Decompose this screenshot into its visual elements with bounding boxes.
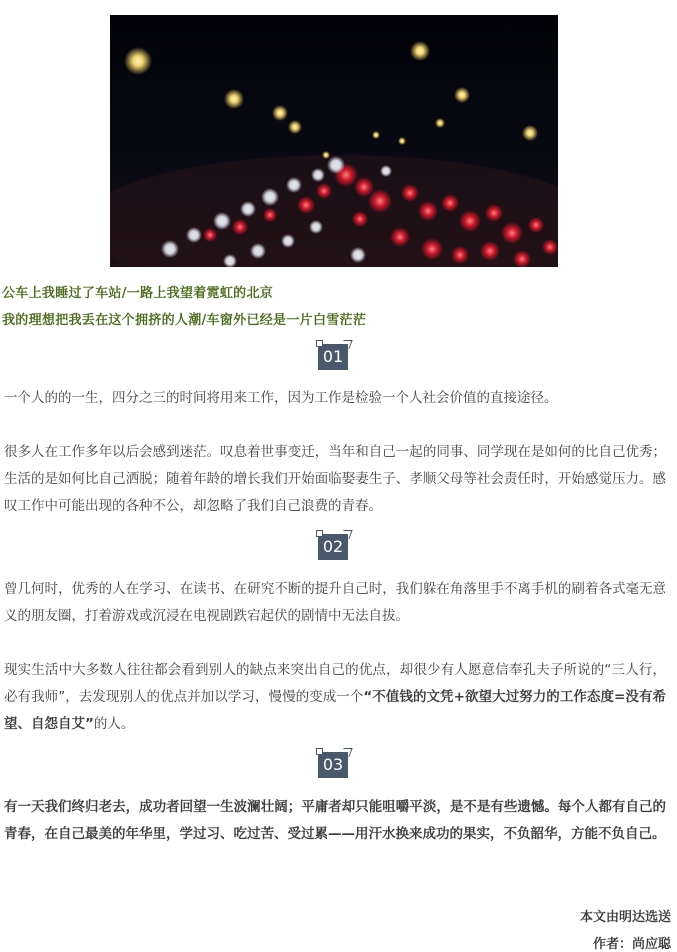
badge-corner-mark bbox=[340, 340, 352, 349]
night-traffic-image bbox=[110, 15, 558, 267]
paragraph: 曾几何时，优秀的人在学习、在读书、在研究不断的提升自己时，我们躲在角落里手不离手机的刷着各式毫无意义的朋友圈，打着游戏或沉浸在电视剧跌宕起伏的剧情中无法自拔。 bbox=[4, 581, 666, 624]
paragraph: 一个人的的一生，四分之三的时间将用来工作，因为工作是检验一个人社会价值的直接途径。 bbox=[4, 390, 558, 406]
paragraph-tail: 的人。 bbox=[93, 716, 135, 732]
paragraph: 很多人在工作多年以后会感到迷茫。叹息着世事变迁，当年和自己一起的同事、同学现在是如何的比自己优秀；生活的是如何比自己洒脱；随着年龄的增长我们开始面临娶妻生子、孝顺父母等社会责任时，开始感觉压力。感叹工作中可能出现的各种不公，却忽略了我们自己浪费的青春。 bbox=[4, 444, 666, 514]
section-number: 03 bbox=[322, 755, 344, 774]
badge-corner-square bbox=[316, 748, 323, 755]
section-number-badge bbox=[318, 752, 348, 778]
paragraph bbox=[4, 657, 666, 738]
section-number-badge bbox=[318, 534, 348, 560]
caption-line-2: 我的理想把我丢在这个拥挤的人潮/车窗外已经是一片白雪茫茫 bbox=[2, 313, 367, 328]
paragraph-lead: 现实生活中大多数人往往都会看到别人的缺点来突出自己的优点，却很少有人愿意信奉孔夫子所说的“三人行，必有我师”，去发现别人的优点并加以学习，慢慢的变成一个 bbox=[4, 662, 666, 705]
section-number: 01 bbox=[322, 347, 344, 366]
badge-corner-square bbox=[316, 340, 323, 347]
section-number-badge bbox=[318, 344, 348, 370]
closing-paragraph: 有一天我们终归老去，成功者回望一生波澜壮阔；平庸者却只能咀嚼平淡，是不是有些遗憾。每个人都有自己的青春，在自己最美的年华里，学过习、吃过苦、受过累——用汗水换来成功的果实，不负韶华，方能不负自己。 bbox=[4, 799, 666, 842]
night-traffic-photo bbox=[110, 15, 558, 267]
badge-corner-square bbox=[316, 530, 323, 537]
author-credit: 作者：尚应聪 bbox=[592, 937, 671, 952]
caption-line-1: 公车上我睡过了车站/一路上我望着霓虹的北京 bbox=[2, 286, 274, 301]
section-number: 02 bbox=[322, 537, 344, 556]
badge-corner-mark bbox=[340, 530, 352, 539]
paragraph-emphasis: “不值钱的文凭+欲望大过努力的工作态度=没有希望、自怨自艾” bbox=[4, 689, 666, 732]
badge-corner-mark bbox=[340, 748, 352, 757]
source-credit: 本文由明达选送 bbox=[579, 910, 671, 925]
